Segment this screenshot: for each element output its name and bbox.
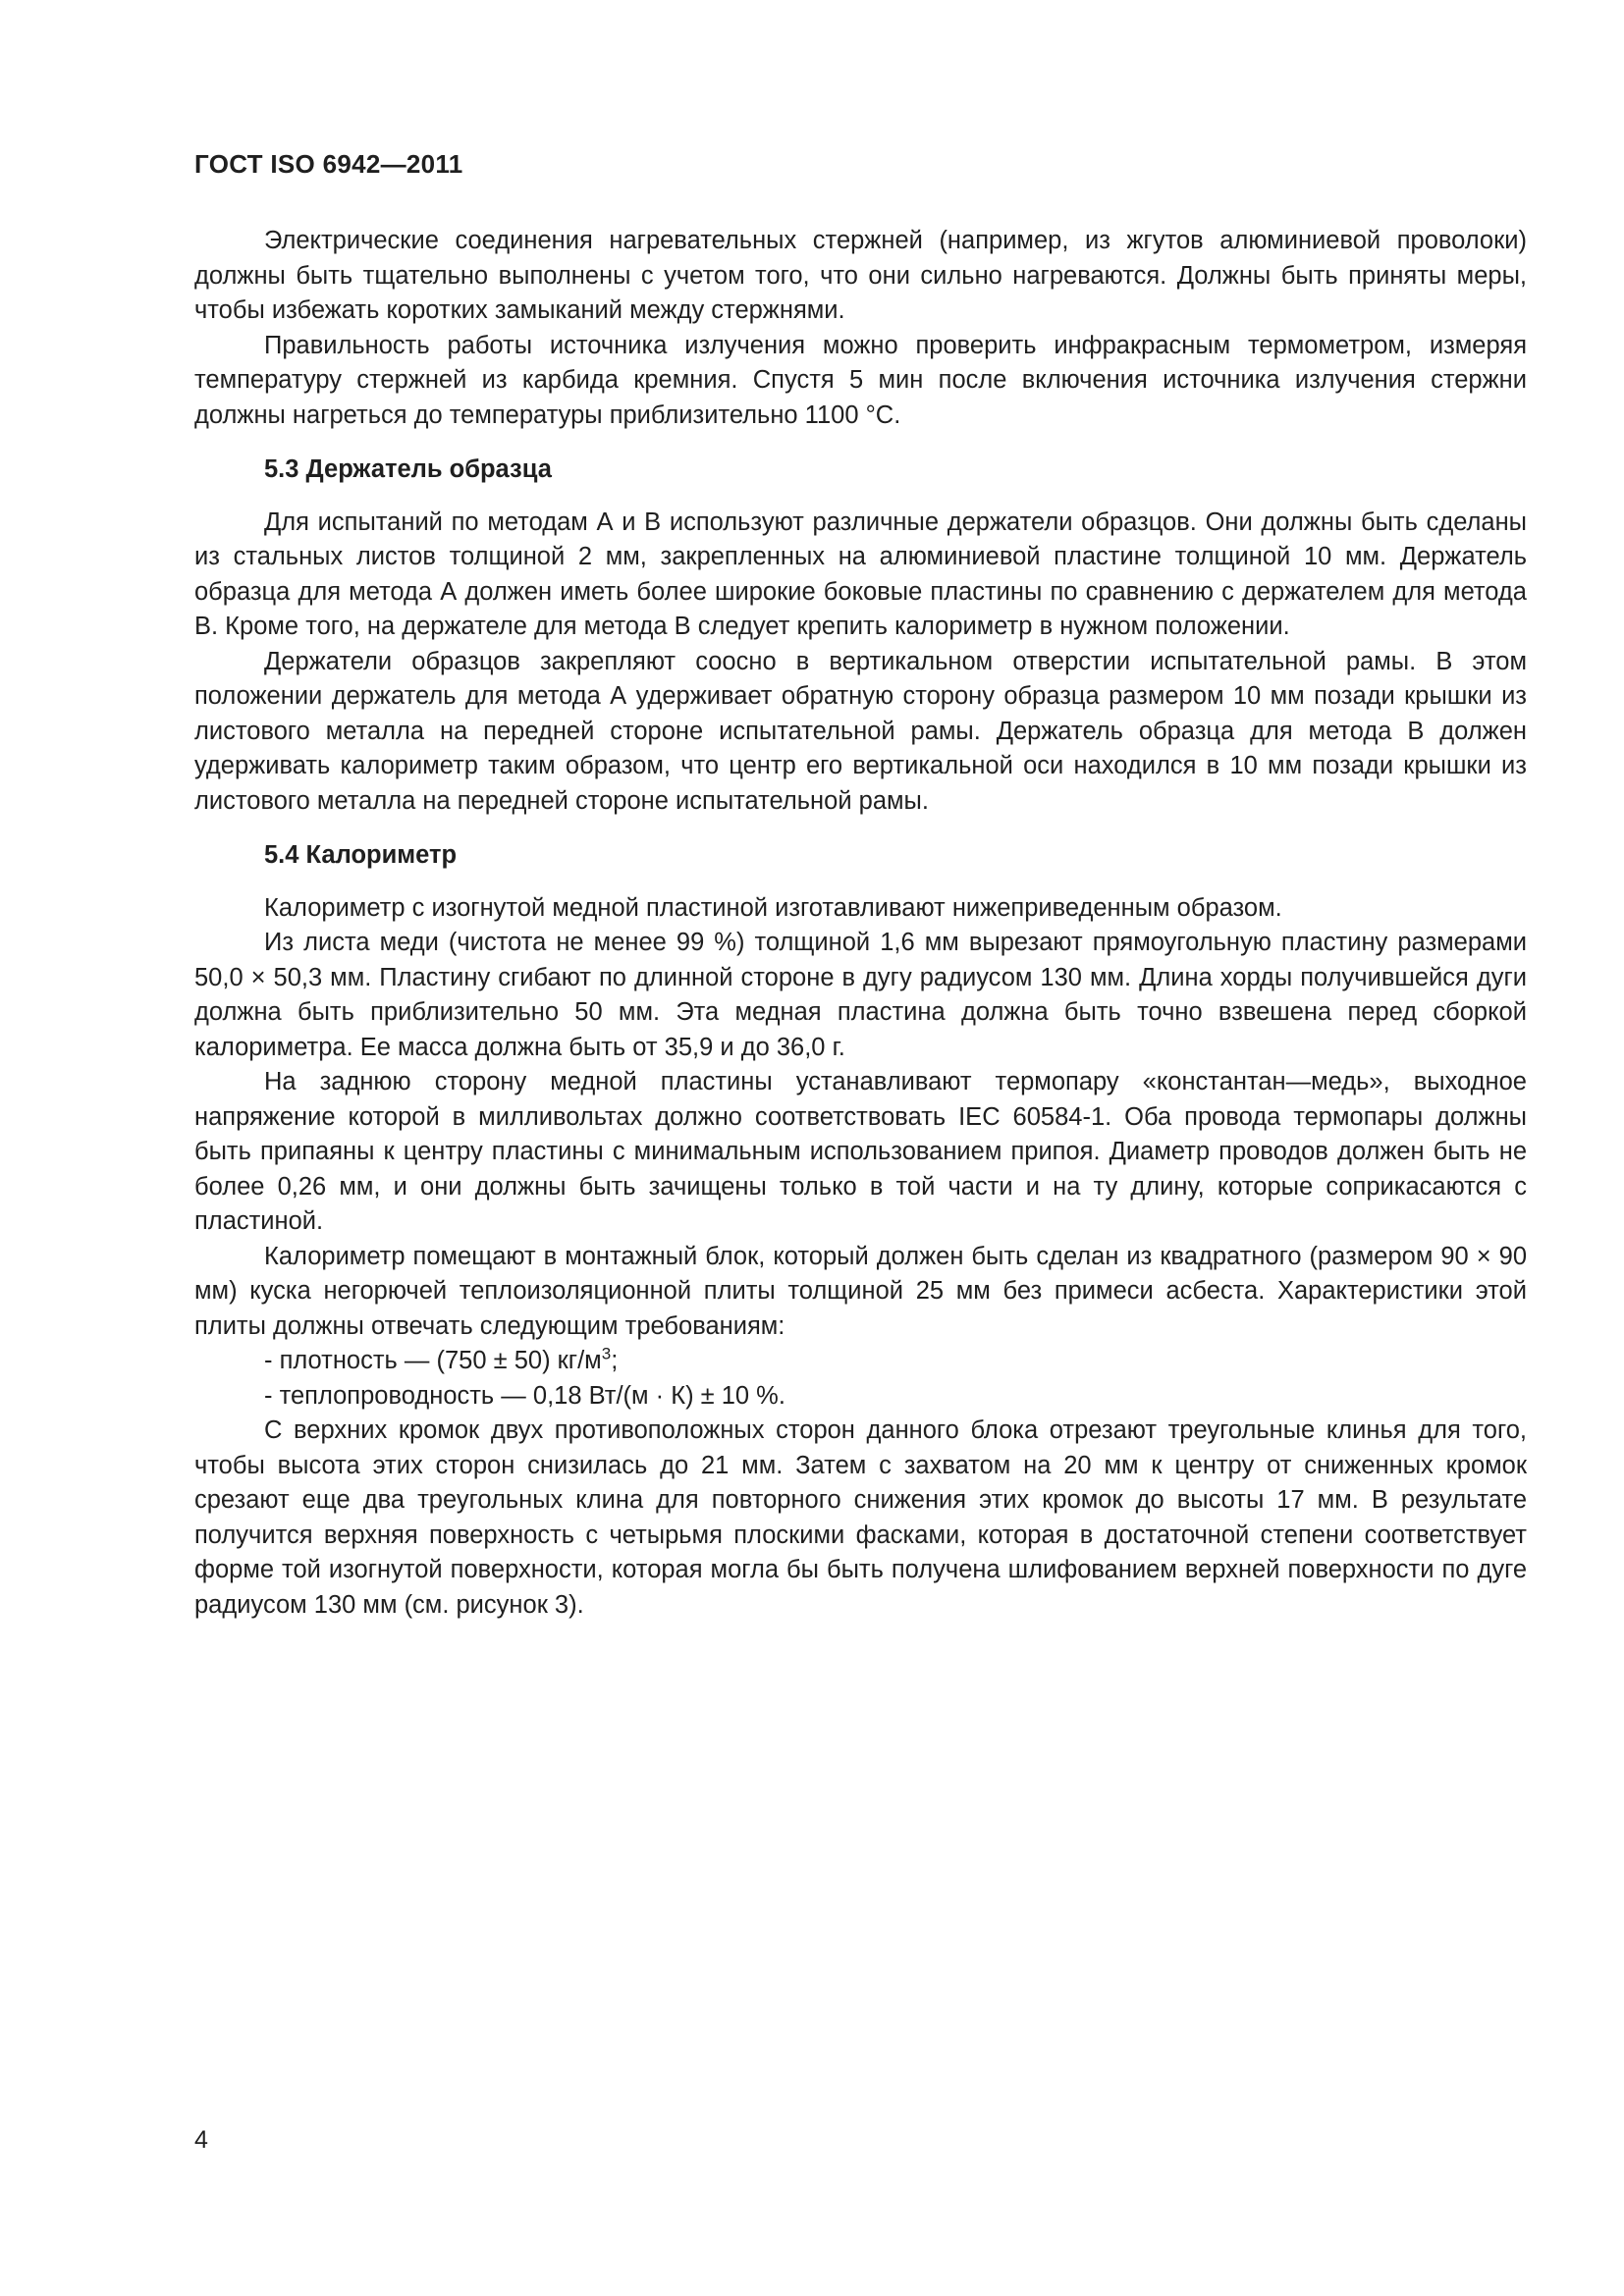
paragraph: Калориметр с изогнутой медной пластиной изготавливают нижеприведенным образом. [264, 893, 1282, 922]
list-item-conductivity: - теплопроводность — 0,18 Вт/(м · К) ± 10 %. [264, 1381, 785, 1410]
paragraph: Из листа меди (чистота не менее 99 %) толщиной 1,6 мм вырезают прямоугольную пластину размерами 50,0 × 50,3 мм. Пластину сгибают по длинной стороне в дугу радиусом 130 мм. Длина хорды получившейся дуги должна быть приблизительно 50 мм. Эта медная пластина должна быть точно взвешена перед сборкой калориметра. Ее масса должна быть от 35,9 и до 36,0 г. [194, 929, 1527, 1061]
paragraph: Держатели образцов закрепляют соосно в вертикальном отверстии испытательной рамы. В этом положении держатель для метода А удерживает обратную сторону образца размером 10 мм позади крышки из листового металла на передней стороне испытательной рамы. Держатель образца для метода В должен удерживать калориметр таким образом, что центр его вертикальной оси находился в 10 мм позади крышки из листового металла на передней стороне испытательной рамы. [194, 647, 1527, 815]
paragraph: Правильность работы источника излучения можно проверить инфракрасным термометром, измеряя температуру стержней из карбида кремния. Спустя 5 мин после включения источника излучения стержни должны нагреться до температуры приблизительно 1100 °С. [194, 331, 1527, 429]
section-heading-5-4: 5.4 Калориметр [264, 841, 458, 869]
list-item-density [194, 1344, 1527, 1379]
document-header: ГОСТ ISO 6942—2011 [194, 149, 463, 179]
paragraph: На заднюю сторону медной пластины устанавливают термопару «константан—медь», выходное напряжение которой в милливольтах должно соответствовать IEC 60584-1. Оба провода термопары должны быть припаяны к центру пластины с минимальным использованием припоя. Диаметр проводов должен быть не более 0,26 мм, и они должны быть зачищены только в той части и на ту длину, которые соприкасаются с пластиной. [194, 1068, 1527, 1235]
page-body [194, 224, 1527, 1623]
paragraph: Электрические соединения нагревательных стержней (например, из жгутов алюминиевой проволоки) должны быть тщательно выполнены с учетом того, что они сильно нагреваются. Должны быть приняты меры, чтобы избежать коротких замыканий между стержнями. [194, 227, 1527, 324]
list-item-text: - плотность — (750 ± 50) кг/м [264, 1347, 602, 1374]
paragraph: Для испытаний по методам А и В используют различные держатели образцов. Они должны быть сделаны из стальных листов толщиной 2 мм, закрепленных на алюминиевой пластине толщиной 10 мм. Держатель образца для метода А должен иметь более широкие боковые пластины по сравнению с держателем для метода В. Кроме того, на держателе для метода В следует крепить калориметр в нужном положении. [194, 507, 1527, 640]
section-heading-5-3: 5.3 Держатель образца [264, 455, 552, 483]
list-item-suffix: ; [611, 1347, 619, 1374]
superscript: 3 [601, 1344, 612, 1363]
paragraph: С верхних кромок двух противоположных сторон данного блока отрезают треугольные клинья для того, чтобы высота этих сторон снизилась до 21 мм. Затем с захватом на 20 мм к центру от сниженных кромок срезают еще два треугольных клина для повторного снижения этих кромок до высоты 17 мм. В результате получится верхняя поверхность с четырьмя плоскими фасками, которая в достаточной степени соответствует форме той изогнутой поверхности, которая могла бы быть получена шлифованием верхней поверхности по дуге радиусом 130 мм (см. рисунок 3). [194, 1416, 1527, 1619]
page-number: 4 [194, 2126, 208, 2154]
paragraph: Калориметр помещают в монтажный блок, который должен быть сделан из квадратного (размером 90 × 90 мм) куска негорючей теплоизоляционной плиты толщиной 25 мм без примеси асбеста. Характеристики этой плиты должны отвечать следующим требованиям: [194, 1242, 1527, 1340]
